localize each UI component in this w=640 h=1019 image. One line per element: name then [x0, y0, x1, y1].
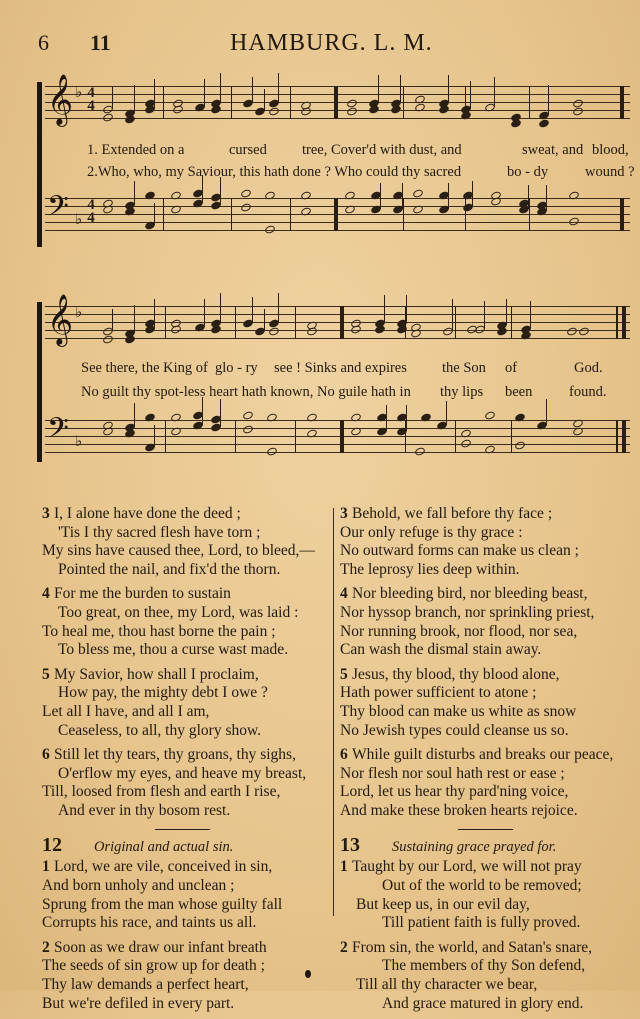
verse-text: Our only refuge is thy grace :	[340, 523, 523, 541]
barline	[403, 198, 404, 231]
verse-text: No outward forms can make us clean ;	[340, 542, 579, 560]
note-stem	[546, 185, 547, 211]
verse-text: Can wash the dismal stain away.	[340, 641, 542, 659]
barline	[529, 86, 530, 119]
note-stem	[134, 305, 135, 333]
note-head	[578, 326, 590, 336]
note-stem	[494, 77, 495, 107]
verse-line	[42, 896, 322, 915]
staff-line	[45, 306, 630, 307]
lyric-syllable: bo - dy	[507, 164, 549, 180]
staff-line	[45, 452, 630, 453]
flat-icon: ♭	[75, 83, 83, 101]
note-stem	[252, 297, 253, 323]
note-head	[460, 438, 472, 448]
verse-line	[340, 957, 630, 976]
staff-line	[45, 444, 630, 445]
lyric-syllable: sweat, and	[522, 142, 584, 158]
barline	[340, 420, 344, 453]
note-stem	[530, 301, 531, 329]
verse-text: Pointed the nail, and fix'd the thorn.	[58, 560, 281, 578]
verse-line	[42, 877, 322, 896]
lyric-syllable: been	[505, 384, 533, 400]
staff-line	[45, 436, 630, 437]
verse-line	[340, 722, 630, 741]
verse-line	[42, 684, 322, 703]
barline	[455, 420, 456, 453]
verse-line	[42, 995, 322, 1014]
barline	[622, 420, 626, 453]
verse-line	[42, 765, 322, 784]
verse-text: While guilt disturbs and breaks our peace,	[352, 746, 614, 764]
note-stem	[252, 77, 253, 103]
verse-text: The leprosy lies deep within.	[340, 560, 520, 578]
verse-line	[340, 914, 630, 933]
verse-line	[42, 858, 322, 877]
flat-icon: ♭	[75, 210, 83, 228]
lyric-syllable: thy lips	[440, 384, 484, 400]
bass-staff	[45, 190, 630, 232]
barline	[529, 198, 530, 231]
note-head	[102, 334, 114, 344]
note-stem	[386, 405, 387, 431]
note-stem	[546, 399, 547, 425]
note-stem	[220, 177, 221, 205]
note-head	[414, 446, 426, 456]
column-divider	[333, 508, 334, 916]
lyric-syllable: of	[505, 360, 518, 376]
verse-line	[340, 505, 630, 524]
verse-text: To heal me, thou hast borne the pain ;	[42, 622, 276, 640]
note-stem	[406, 405, 407, 431]
note-stem	[202, 397, 203, 425]
stanza-number: 5	[42, 665, 50, 683]
verse-line	[340, 684, 630, 703]
system-bracket	[37, 302, 42, 462]
verse-text: My Savior, how shall I proclaim,	[54, 665, 259, 683]
verse-text: From sin, the world, and Satan's snare,	[352, 938, 592, 956]
treble-staff	[45, 294, 630, 345]
verse-text: Till, loosed from flesh and earth I rise,	[42, 783, 281, 801]
barline	[403, 86, 404, 119]
stanza	[42, 939, 322, 1013]
note-stem	[278, 73, 279, 103]
note-stem	[528, 185, 529, 209]
staff-line	[45, 102, 630, 103]
lyric-syllable: tree, Cover'd with dust, and	[302, 142, 462, 158]
verse-text: How pay, the mighty debt I owe ?	[58, 684, 268, 702]
verse-text: I, I alone have done the deed ;	[54, 505, 241, 522]
right-verse-column	[340, 505, 630, 1019]
note-head	[242, 424, 254, 434]
note-head	[102, 112, 114, 122]
note-stem	[220, 73, 221, 103]
verse-line	[42, 746, 322, 765]
lyric-syllable: 2.Who, who, my Saviour, this hath done ? Who could thy sacred	[87, 164, 462, 180]
lyric-syllable: wound ?	[585, 164, 635, 180]
bass-clef-icon: 𝄢	[47, 190, 69, 230]
note-stem	[448, 183, 449, 209]
barline	[455, 306, 456, 339]
barline	[231, 198, 232, 231]
note-stem	[400, 75, 401, 103]
verse-line	[42, 976, 322, 995]
barline	[616, 306, 618, 339]
lyric-syllable: See there, the King of	[81, 360, 208, 376]
note-stem	[204, 79, 205, 107]
note-stem	[446, 401, 447, 425]
verse-text: Nor running brook, nor flood, nor sea,	[340, 622, 578, 640]
treble-clef-icon: 𝄞	[47, 74, 74, 125]
note-stem	[378, 75, 379, 103]
verse-line	[42, 666, 322, 685]
note-stem	[264, 89, 265, 111]
note-head	[566, 326, 578, 336]
stanza-number: 4	[340, 585, 348, 603]
lyric-syllable: glo - ry	[215, 360, 258, 376]
verse-line	[340, 623, 630, 642]
bass-clef-icon: 𝄢	[47, 412, 69, 452]
hymn-heading	[42, 833, 322, 857]
barline	[295, 306, 296, 339]
stanza-number: 6	[340, 746, 348, 764]
barline	[340, 306, 344, 339]
verse-text: Taught by our Lord, we will not pray	[352, 858, 582, 876]
verse-line	[42, 957, 322, 976]
stanza	[42, 858, 322, 932]
stanza	[340, 746, 630, 820]
verse-line	[340, 939, 630, 958]
note-head	[268, 106, 280, 116]
verse-text: The seeds of sin grow up for death ;	[42, 957, 265, 975]
note-head	[572, 106, 584, 116]
staff-line	[45, 314, 630, 315]
verse-text: Soon as we draw our infant breath	[54, 938, 267, 956]
stanza-number: 3	[42, 505, 50, 522]
verse-text: My sins have caused thee, Lord, to bleed,—	[42, 542, 315, 560]
verse-line	[340, 783, 630, 802]
barline	[290, 86, 291, 119]
note-stem	[134, 403, 135, 427]
verse-text: Too great, on thee, my Lord, was laid :	[58, 603, 299, 621]
stanza-number: 4	[42, 585, 50, 603]
hymn-number: 12	[42, 833, 62, 856]
lyric-syllable: see ! Sinks and expires	[274, 360, 407, 376]
lyric-syllable: blood,	[592, 142, 629, 158]
note-stem	[264, 309, 265, 331]
note-stem	[402, 183, 403, 209]
verse-line	[340, 976, 630, 995]
note-stem	[384, 295, 385, 323]
verse-text: And make these broken hearts rejoice.	[340, 801, 578, 819]
time-signature: 4 4	[87, 85, 95, 114]
verse-text: Lord, let us hear thy pard'ning voice,	[340, 783, 569, 801]
staff-line	[45, 222, 630, 223]
stanza-number: 1	[340, 858, 348, 876]
verse-line	[340, 641, 630, 660]
stanza-number: 3	[340, 505, 348, 522]
stanza-number: 2	[42, 938, 50, 956]
hymn-number: 11	[90, 30, 111, 55]
verse-line	[340, 896, 630, 915]
stanza	[340, 939, 630, 1013]
verse-line	[340, 765, 630, 784]
note-head	[268, 326, 280, 336]
stanza	[340, 858, 630, 932]
verse-line	[340, 858, 630, 877]
note-stem	[506, 299, 507, 325]
verse-line	[42, 585, 322, 604]
music-system-1	[37, 74, 635, 250]
verse-text: Nor flesh nor soul hath rest or ease ;	[340, 764, 565, 782]
note-stem	[134, 181, 135, 205]
page-header	[0, 30, 640, 60]
note-stem	[112, 309, 113, 331]
note-stem	[154, 203, 155, 225]
note-stem	[448, 75, 449, 103]
verse-line	[42, 914, 322, 933]
flat-icon: ♭	[75, 432, 83, 450]
verse-line	[42, 604, 322, 623]
verse-text: Nor hyssop branch, nor sprinkling priest,	[340, 603, 595, 621]
left-verse-column	[42, 505, 322, 1019]
note-stem	[134, 85, 135, 113]
lyric-syllable: God.	[574, 360, 603, 376]
page-number: 6	[38, 30, 49, 55]
note-stem	[278, 293, 279, 323]
barline	[511, 420, 512, 453]
staff-line	[45, 94, 630, 95]
verse-text: Nor bleeding bird, nor bleeding beast,	[352, 585, 588, 603]
barline	[165, 420, 166, 453]
note-head	[538, 118, 550, 128]
note-stem	[470, 81, 471, 109]
verse-text: Corrupts his race, and taints us all.	[42, 914, 257, 932]
verse-line	[42, 623, 322, 642]
verse-text: For me the burden to sustain	[54, 585, 231, 603]
barline	[620, 86, 624, 119]
verse-line	[340, 524, 630, 543]
tune-title: HAMBURG. L. M.	[230, 30, 433, 56]
verse-line	[340, 995, 630, 1014]
verse-line	[42, 939, 322, 958]
verse-text: Thy blood can make us white as snow	[340, 702, 577, 720]
verse-text: 'Tis I thy sacred flesh have torn ;	[58, 523, 261, 541]
bass-staff	[45, 412, 630, 454]
staff-line	[45, 86, 630, 87]
stanza-number: 2	[340, 938, 348, 956]
barline	[616, 420, 618, 453]
verse-line	[42, 524, 322, 543]
verse-line	[42, 641, 322, 660]
note-head	[514, 440, 526, 450]
section-rule	[458, 829, 513, 830]
stanza	[340, 585, 630, 659]
stanza	[42, 746, 322, 820]
stanza	[42, 505, 322, 579]
verse-text: Till patient faith is fully proved.	[382, 914, 581, 932]
lyric-syllable: found.	[569, 384, 607, 400]
stanza	[340, 666, 630, 740]
verse-line	[340, 604, 630, 623]
stanza	[42, 666, 322, 740]
music-system-2	[37, 294, 630, 470]
hymn-heading	[340, 833, 630, 857]
verse-text: Let all I have, and all I am,	[42, 702, 210, 720]
verse-line	[340, 802, 630, 821]
verse-line	[42, 802, 322, 821]
section-rule	[155, 829, 210, 830]
note-stem	[154, 425, 155, 447]
verse-text: No Jewish types could cleanse us so.	[340, 721, 569, 739]
hymn-subtitle: Original and actual sin.	[94, 838, 234, 855]
verse-text: Lord, we are vile, conceived in sin,	[54, 858, 273, 876]
staff-line	[45, 198, 630, 199]
verse-text: Still let thy tears, thy groans, thy sighs,	[54, 746, 296, 764]
note-stem	[472, 181, 473, 207]
barline	[334, 198, 338, 231]
barline	[622, 306, 626, 339]
verse-text: And ever in thy bosom rest.	[58, 801, 231, 819]
barline	[235, 420, 236, 453]
barline	[163, 198, 164, 231]
verse-text: But keep us, in our evil day,	[356, 895, 530, 913]
stanza-number: 6	[42, 746, 50, 764]
barline	[465, 198, 466, 231]
verse-line	[340, 746, 630, 765]
lyric-syllable: cursed	[229, 142, 267, 158]
note-stem	[112, 87, 113, 109]
barline	[231, 86, 232, 119]
verse-text: Sprung from the man whose guilty fall	[42, 895, 283, 913]
stanza	[340, 505, 630, 579]
time-signature: 4 4	[87, 197, 95, 226]
lyric-syllable: 1. Extended on a	[87, 142, 185, 158]
verse-text: But we're defiled in every part.	[42, 994, 235, 1012]
flat-icon: ♭	[75, 303, 83, 321]
verse-line	[42, 505, 322, 524]
stanza-number: 5	[340, 665, 348, 683]
staff-line	[45, 322, 630, 323]
verse-line	[42, 703, 322, 722]
note-head	[240, 202, 252, 212]
note-head	[264, 224, 276, 234]
barline	[290, 198, 291, 231]
treble-staff	[45, 74, 630, 125]
verse-text: Out of the world to be removed;	[382, 876, 582, 894]
barline	[295, 420, 296, 453]
barline	[334, 86, 338, 119]
verse-line	[42, 542, 322, 561]
barline	[163, 86, 164, 119]
note-stem	[484, 301, 485, 329]
note-stem	[220, 293, 221, 323]
verse-line	[340, 561, 630, 580]
note-stem	[204, 299, 205, 327]
verse-text: Till all thy character we bear,	[356, 975, 538, 993]
system-bracket	[37, 82, 42, 247]
barline	[165, 306, 166, 339]
verse-line	[340, 703, 630, 722]
barline	[511, 306, 512, 339]
verse-line	[340, 877, 630, 896]
note-stem	[406, 295, 407, 323]
ink-speck	[305, 970, 311, 978]
staff-line	[45, 230, 630, 231]
note-stem	[220, 399, 221, 427]
stanza	[42, 585, 322, 659]
verse-text: And grace matured in glory end.	[382, 994, 584, 1012]
barline	[235, 306, 236, 339]
verse-line	[42, 722, 322, 741]
note-head	[568, 216, 580, 226]
lyric-syllable: the Son	[442, 360, 486, 376]
verse-text: Jesus, thy blood, thy blood alone,	[352, 665, 560, 683]
hymn-number: 13	[340, 833, 360, 856]
verse-line	[340, 585, 630, 604]
verse-line	[340, 542, 630, 561]
verse-text: Ceaseless, to all, thy glory show.	[58, 721, 262, 739]
verse-text: Behold, we fall before thy face ;	[352, 505, 553, 522]
verse-text: The members of thy Son defend,	[382, 957, 586, 975]
verse-text: O'erflow my eyes, and heave my breast,	[58, 764, 307, 782]
lyric-syllable: No guilt thy spot-less heart hath known, No guile hath in	[81, 384, 411, 400]
note-head	[266, 446, 278, 456]
verse-text: And born unholy and unclean ;	[42, 876, 235, 894]
verse-line	[42, 561, 322, 580]
treble-clef-icon: 𝄞	[47, 294, 74, 345]
verse-text: To bless me, thou a curse wast made.	[58, 641, 289, 659]
hymn-subtitle: Sustaining grace prayed for.	[392, 838, 557, 855]
verse-text: Thy law demands a perfect heart,	[42, 975, 249, 993]
verse-line	[340, 666, 630, 685]
stanza-number: 1	[42, 858, 50, 876]
note-stem	[380, 183, 381, 209]
note-head	[346, 106, 358, 116]
verse-line	[42, 783, 322, 802]
verse-text: Hath power sufficient to atone ;	[340, 684, 537, 702]
barline	[620, 198, 624, 231]
note-stem	[452, 299, 453, 331]
note-stem	[548, 85, 549, 115]
